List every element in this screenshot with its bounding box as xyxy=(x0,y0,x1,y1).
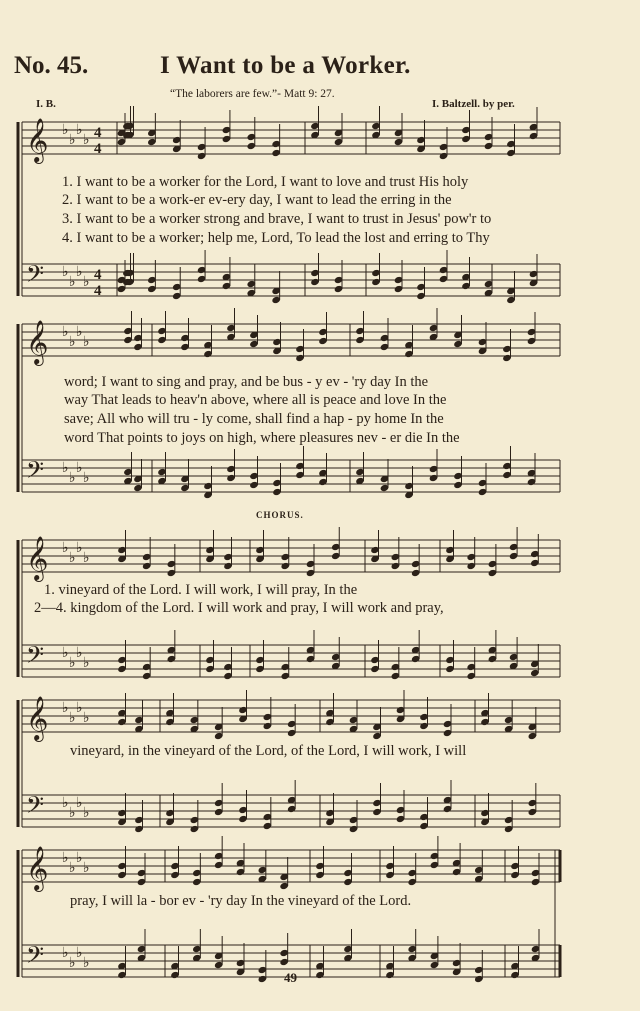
flat-sign: ♭ xyxy=(69,655,76,671)
time-signature: 4 xyxy=(94,125,102,141)
lyricist-credit: I. B. xyxy=(36,98,56,110)
flat-sign: ♭ xyxy=(83,132,90,148)
flat-sign: ♭ xyxy=(76,540,83,556)
verse-1-line-2: word; I want to sing and pray, and be bus - y ev - 'ry day In the xyxy=(64,374,429,390)
flat-sign: ♭ xyxy=(83,710,90,726)
chorus-lyric-2: 2—4. kingdom of the Lord. I will work and pray, I will work and pray, xyxy=(34,600,444,616)
flat-sign: ♭ xyxy=(69,860,76,876)
flat-sign: ♭ xyxy=(76,700,83,716)
flat-sign: ♭ xyxy=(62,945,69,961)
verse-3-line-1: 3. I want to be a worker strong and brave, I want to trust in Jesus' pow'r to xyxy=(62,211,492,227)
treble-clef: 𝄞 xyxy=(26,846,49,890)
scripture-reference: “The laborers are few.”- Matt 9: 27. xyxy=(170,88,335,100)
time-signature: 4 xyxy=(94,267,102,283)
verse-1-line-1: 1. I want to be a worker for the Lord, I want to love and trust His holy xyxy=(62,174,469,190)
flat-sign: ♭ xyxy=(69,470,76,486)
flat-sign: ♭ xyxy=(83,470,90,486)
bass-clef: 𝄢 xyxy=(26,456,45,489)
system-4-lyric: vineyard, in the vineyard of the Lord, of the Lord, I will work, I will xyxy=(70,743,467,759)
composer-credit: I. Baltzell. by per. xyxy=(432,98,515,110)
page-number: 49 xyxy=(284,970,297,985)
treble-clef: 𝄞 xyxy=(26,118,49,162)
flat-sign: ♭ xyxy=(83,860,90,876)
treble-clef: 𝄞 xyxy=(26,696,49,740)
flat-sign: ♭ xyxy=(69,805,76,821)
treble-clef: 𝄞 xyxy=(26,536,49,580)
verse-3-line-2: save; All who will tru - ly come, shall find a hap - py home In the xyxy=(64,411,444,427)
flat-sign: ♭ xyxy=(62,540,69,556)
flat-sign: ♭ xyxy=(76,122,83,138)
flat-sign: ♭ xyxy=(76,850,83,866)
flat-sign: ♭ xyxy=(69,334,76,350)
flat-sign: ♭ xyxy=(62,645,69,661)
verse-2-line-1: 2. I want to be a work-er ev-ery day, I want to lead the erring in the xyxy=(62,192,452,208)
flat-sign: ♭ xyxy=(62,850,69,866)
flat-sign: ♭ xyxy=(62,795,69,811)
flat-sign: ♭ xyxy=(76,945,83,961)
flat-sign: ♭ xyxy=(76,460,83,476)
flat-sign: ♭ xyxy=(76,645,83,661)
bass-clef: 𝄢 xyxy=(26,941,45,974)
flat-sign: ♭ xyxy=(69,274,76,290)
hymn-number: No. 45. xyxy=(14,52,89,79)
flat-sign: ♭ xyxy=(76,264,83,280)
system-5-lyric: pray, I will la - bor ev - 'ry day In the vineyard of the Lord. xyxy=(70,893,412,909)
treble-clef: 𝄞 xyxy=(26,320,49,364)
flat-sign: ♭ xyxy=(62,122,69,138)
bass-clef: 𝄢 xyxy=(26,260,45,293)
flat-sign: ♭ xyxy=(83,805,90,821)
flat-sign: ♭ xyxy=(62,264,69,280)
flat-sign: ♭ xyxy=(76,795,83,811)
flat-sign: ♭ xyxy=(83,955,90,971)
hymn-title: I Want to be a Worker. xyxy=(160,52,411,79)
time-signature: 4 xyxy=(94,141,102,157)
flat-sign: ♭ xyxy=(69,955,76,971)
flat-sign: ♭ xyxy=(62,324,69,340)
time-signature: 4 xyxy=(94,283,102,299)
verse-2-line-2: way That leads to heav'n above, where all is peace and love In the xyxy=(64,392,447,408)
flat-sign: ♭ xyxy=(76,324,83,340)
flat-sign: ♭ xyxy=(83,550,90,566)
flat-sign: ♭ xyxy=(62,700,69,716)
chorus-label: CHORUS. xyxy=(256,510,304,520)
verse-4-line-1: 4. I want to be a worker; help me, Lord, To lead the lost and erring to Thy xyxy=(62,230,490,246)
flat-sign: ♭ xyxy=(69,132,76,148)
bass-clef: 𝄢 xyxy=(26,791,45,824)
bass-clef: 𝄢 xyxy=(26,641,45,674)
flat-sign: ♭ xyxy=(83,334,90,350)
flat-sign: ♭ xyxy=(83,655,90,671)
flat-sign: ♭ xyxy=(83,274,90,290)
flat-sign: ♭ xyxy=(69,550,76,566)
chorus-lyric-1: 1. vineyard of the Lord. I will work, I will pray, In the xyxy=(44,582,358,598)
flat-sign: ♭ xyxy=(69,710,76,726)
verse-4-line-2: word That points to joys on high, where pleasures nev - er die In the xyxy=(64,430,460,446)
flat-sign: ♭ xyxy=(62,460,69,476)
